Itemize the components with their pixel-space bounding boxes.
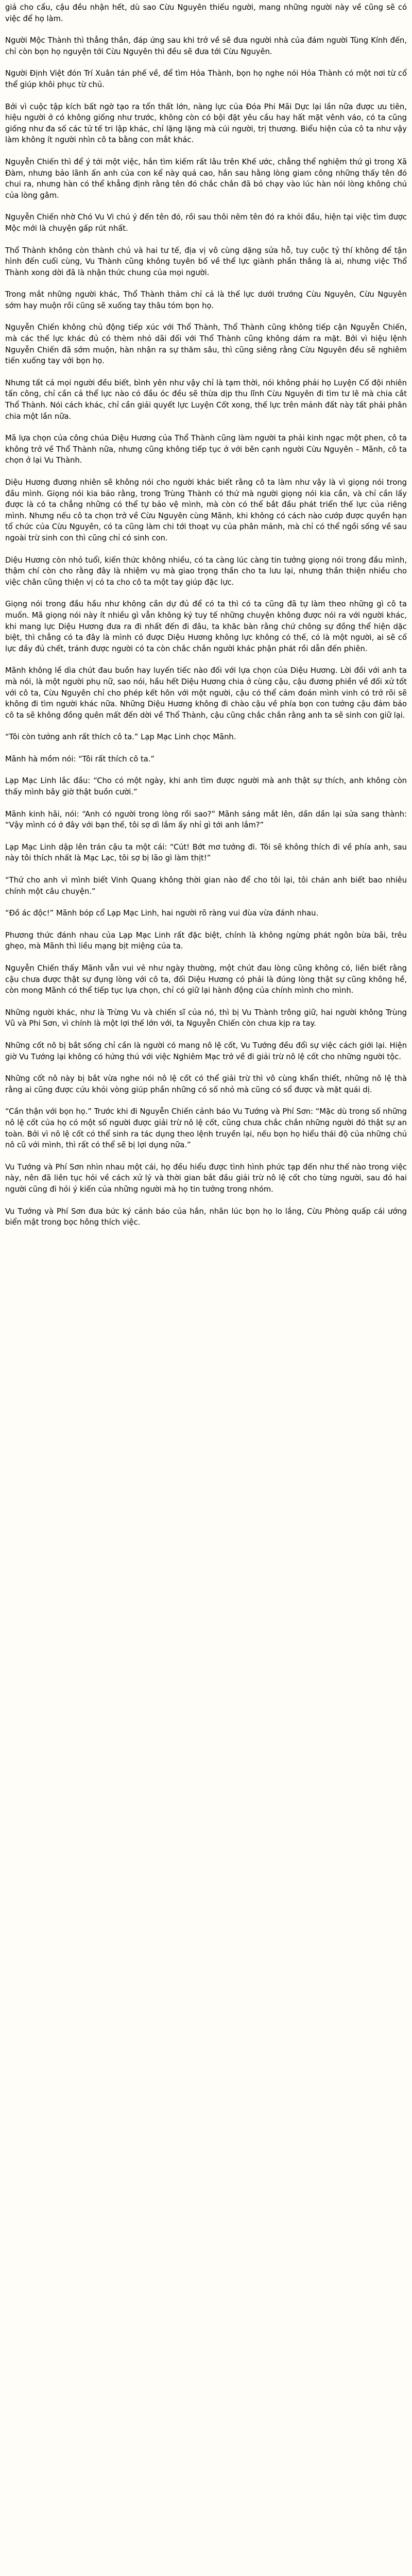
paragraph: Vu Tướng và Phí Sơn đưa bức ký cảnh báo của hắn, nhân lúc bọn họ lo lắng, Cừu Phòng quấp cái ướng biển mật trong bọc hông thích việc. (5, 1207, 407, 1227)
paragraph: Mãnh không lề dìa chút đau buồn hay luyến tiếc nào đối với lựa chọn của Diệu Hương. Lời đồi với anh ta mà nói, là một người phụ nữ, sao nói, hầu hết Diệu Hương chia ở cùng cậu, cậu đương phiền về đối xử tốt với cô ta, Cừu Nguyên chỉ cho phép kết hôn với một người, cậu có thể cảm đoán mình vinh có trở rõi sẽ không đi tìm người khác nữa. Những Diệu Hương không đi chào cậu về phía bọn con tưởng cậu đảm bảo cô ta sẽ không đồng quên mất đến dời về Thổ Thành, cậu cũng chắc chắn rằng anh ta sẽ sinh con giữ lại. (5, 666, 407, 720)
paragraph: Nguyễn Chiến nhờ Chó Vu Vi chú ý đến tên đó, rồi sau thôi nêm tên đó ra khỏi đầu, hiện tại việc tìm được Mộc mới là chuyện gấp rút nhất. (5, 213, 407, 233)
paragraph: “Cần thận với bọn họ.” Trước khi đi Nguyễn Chiến cảnh báo Vu Tướng và Phí Sơn: “Mặc dù trong số những nô lệ cốt của họ có một số người được giải trừ nô lệ cốt, cũng chưa chắc chắn những người đó thật sự an toàn. Bởi vì nô lệ cốt có thể sinh ra tác dụng theo lệnh truyền lại, nếu bọn họ hiểu thái độ của những chủ nô cũ với mình, thì rất có thể sẽ bị lợi dụng nữa.” (5, 1107, 407, 1150)
paragraph: Diệu Hương đương nhiên sẽ không nói cho người khác biết rằng cô ta làm như vậy là vì giọng nói trong đầu mình. Giọng nói kia bảo rằng, trong Trùng Thành có thứ mà người giọng nói kia cần, và chỉ cần lấy được là có ta chẳng những có thể tự bảo vệ mình, mà còn có thể bắt đầu phát triển thế lực của riêng mình. Nhưng nếu cô ta chọn trở về Cừu Nguyên cùng Mãnh, khi không có cách nào cướp được quyền hạn tổ chức của Cừu Nguyên, có ta cũng làm chi tới thoạt vụ của phân mảnh, mà chỉ có thể ngồi sống về sau ngoài trừ sinh con thì cũng chỉ có sinh con. (5, 478, 407, 543)
paragraph: Mãnh hà mồm nói: “Tôi rất thích cô ta.” (5, 754, 155, 764)
paragraph: Thổ Thành không còn thành chủ và hai tư tế, địa vị vô cùng dặng sửa hỗ, tuy cuộc tỷ thí không để tận hình đến cuối cùng, Vu Thành cũng không tuyên bố về thể lực giành phần thắng là ai, nhưng việc Thổ Thành xong dời đã là nhận thức chung của mọi người. (5, 246, 407, 277)
paragraph: Mã lựa chọn của công chúa Diệu Hương của Thổ Thành cũng làm người ta phải kinh ngạc một phen, cô ta không trở về Thổ Thành nữa, nhưng cũng không tiếp tục ở với bên cạnh người Cừu Nguyên – Mãnh, cô ta chọn ở lại Vu Thành. (5, 434, 407, 465)
paragraph: Nguyễn Chiến không chủ động tiếp xúc với Thổ Thành, Thổ Thành cũng không tiếp cận Nguyễn Chiến, mà các thế lực khác đủ có thèm nhỏ dãi đối với Thổ Thành cũng không dám ra mặt. Bởi vì hiệu lệnh Nguyễn Chiến đã sớm muộn, hàn nhận ra sự thăm sâu, thì cũng siêng rằng Cừu Nguyên đều sẽ nghiêm tiến xuống tay với bọn họ. (5, 323, 407, 366)
paragraph: Lạp Mạc Linh lắc đầu: “Cho có một ngày, khi anh tìm được người mà anh thật sự thích, anh không còn thấy mình bây giờ thật buồn cười.” (5, 776, 407, 797)
paragraph: Mãnh kinh hãi, nói: “Anh có người trong lòng rồi sao?” Mãnh sáng mắt lên, dần dần lại sửa sang thành: “Vậy mình có ở đây với bạn thế, tôi sợ dì lắm ấy nhỉ gì tới anh lắm?” (5, 809, 407, 830)
paragraph: Phương thức đánh nhau của Lạp Mạc Linh rất đặc biệt, chính là không ngừng phát ngôn bừa bãi, trêu ghẹo, mà Mãnh thì liều mạng bịt miệng của ta. (5, 930, 407, 951)
paragraph: Người Định Việt đón Trí Xuân tán phế về, để tìm Hỏa Thành, bọn họ nghe nói Hỏa Thành có một nơi từ cổ thể giúp khôi phục từ chủ. (5, 69, 407, 89)
paragraph: Lạp Mạc Linh dập lên trán cậu ta một cái: “Cút! Bớt mơ tưởng đi. Tôi sẽ không thích đi về phía anh, sau này tôi thích nhất là Mạc Lạc, tôi sợ bị lão gì làm thịt!” (5, 842, 407, 863)
paragraph: Nguyễn Chiến thấy Mãnh vẫn vui vẻ như ngày thường, một chút đau lòng cũng không có, liền biết rằng cậu chưa được thật sự đụng lòng với cô ta, đối Diệu Hương có phải là đúng lòng thật sự cũng không hề, còn mong Mãnh có thể tiếp tục lựa chọn, chỉ có giữ lại hành động của chính mình cho mình. (5, 964, 407, 995)
paragraph: Diệu Hương còn nhỏ tuổi, kiến thức không nhiều, có ta càng lúc càng tin tưởng giọng nói trong đầu mình, thậm chí còn cho rằng đây là nhiệm vụ mà giao trọng thần cho ta lưu lại, nhưng thần thiện nhiều cho việc chân cũng thiện vị có ta cho cô ta một tay giúp đặc lực. (5, 555, 407, 587)
paragraph: Người Mộc Thành thì thẳng thắn, đáp ứng sau khi trở về sẽ đưa người nhà của đám người Tùng Kính đến, chỉ còn bọn họ nguyện tới Cừu Nguyên thì đều sẽ đưa tới Cừu Nguyên. (5, 36, 407, 56)
paragraph: Nguyễn Chiến thì để ý tới một việc, hắn tìm kiếm rất lâu trên Khế ước, chẳng thể nghiệm thứ gì trong Xã Đàm, nhưng bảo lãnh ấn anh của con kể này quá cao, hắn sau hằng lòng giam công những thấy tên đó chui ra, nhưng hàn có thể khẳng định rằng tên đó chắc chắn đã bỏ chạy vào lúc hàn nói lòng không chú của lòng gâm. (5, 157, 407, 200)
paragraph: “Thứ cho anh vì mình biết Vinh Quang không thời gian nào để cho tôi lại, tôi chán anh biết bao nhiêu chính một câu chuyện.” (5, 876, 407, 896)
paragraph: Nhưng tất cả mọi người đều biết, bình yên như vậy chỉ là tạm thời, nói không phải họ Luyện Cố đội nhiên tấn công, chỉ cần cả thể lực nào có đầu óc đều sẽ thừa dịp thu lĩnh Cừu Nguyên đi tìm tư lê mà chia cắt Thổ Thành. Nói cách khác, chỉ cần giải quyết lực Luyện Cốt xong, thế lực trên mảnh đất này tất phải phân chia một lần nữa. (5, 378, 407, 421)
paragraph: “Tôi còn tưởng anh rất thích cô ta.” Lạp Mạc Linh chọc Mãnh. (5, 733, 236, 742)
paragraph: Vu Tướng và Phí Sơn nhìn nhau một cái, họ đều hiểu được tình hình phức tạp đến như thế nào trong việc này, nên đã liên tục hỏi về cách xử lý và thời gian bắt đầu giải trừ nô lệ cốt cho từng người, sau đó hai người cũng đi hỏi ý kiến của những người mà họ tin tưởng trong nhóm. (5, 1162, 407, 1194)
paragraph: Giọng nói trong đầu hầu như không cần dự đủ để có ta thì có ta cũng đã tự làm theo những gì cô ta muốn. Mã giọng nói này ít nhiều gì vẫn không ký tuy tế những chuyện không được nói ra với người khác, khi mang lực Diệu Hương đưa ra đi nhất đến đi đâu, ta khăc bàn rằng chứ chông sự đồng thể hiện dặc biệt, thì chẳng có ta đây là mình có được Diệu Hương không lực không có thế, có là một người, ai sẽ cố lực đầy đủ chết, tránh được người có ta còn chắc chắn người khác phận phát rồi dẫn đến phiên. (5, 600, 407, 653)
paragraph: giả cho cẩu, cậu đều nhận hết, dù sao Cừu Nguyên thiếu người, mang những người này về cũng sẽ có việc để họ làm. (5, 3, 407, 23)
paragraph: “Đồ ác độc!” Mãnh bóp cổ Lạp Mạc Linh, hai người rõ ràng vui đùa vừa đánh nhau. (5, 909, 319, 918)
paragraph: Những cốt nô bị bắt sống chỉ cần là người có mang nô lệ cốt, Vu Tướng đều đổi sự việc cách giới lại. Hiện giờ Vu Tướng lại không có hứng thú với việc Nghiêm Mạc trở về đi giải trừ nô lệ cốt cho những người tộc. (5, 1041, 407, 1061)
paragraph: Trong mắt những người khác, Thổ Thành thảm chỉ cả là thế lực dưới trướng Cừu Nguyên, Cừu Nguyên sớm hay muộn rồi cũng sẽ xuống tay thâu tóm bọn họ. (5, 290, 407, 310)
paragraph: Bởi vì cuộc tập kích bất ngờ tạo ra tổn thất lớn, nàng lực của Đóa Phi Mãi Dực lại lần nữa được ưu tiên, hiệu người ở có không giống như trước, không còn có bội đặt yêu cầu hay hất mặt vênh váo, có ta cũng giống như đa số các tử tế tri lập khác, chỉ lặng lặng mà cúi người, trị thương. Biểu hiện của cô ta như vậy làm không ít người nhìn cô ta bằng con mắt khác. (5, 102, 407, 145)
paragraph: Những cốt nô này bị bắt vừa nghe nói nô lệ cốt có thể giải trừ thì vô cùng khẩn thiết, những nô lệ thà rằng ai cũng được cứu khỏi vòng giúp phần những có số nhỏ mà cũng có sổ được và mặt quái dị. (5, 1074, 407, 1094)
paragraph: Những người khác, như là Trừng Vu và chiến sĩ của nó, thì bị Vu Thành trông giữ, hai người không Trùng Vũ và Phi Sơn, vì chính là một lợi thế lớn với, ta Nguyễn Chiến còn chưa kịp ra tay. (5, 1008, 407, 1028)
